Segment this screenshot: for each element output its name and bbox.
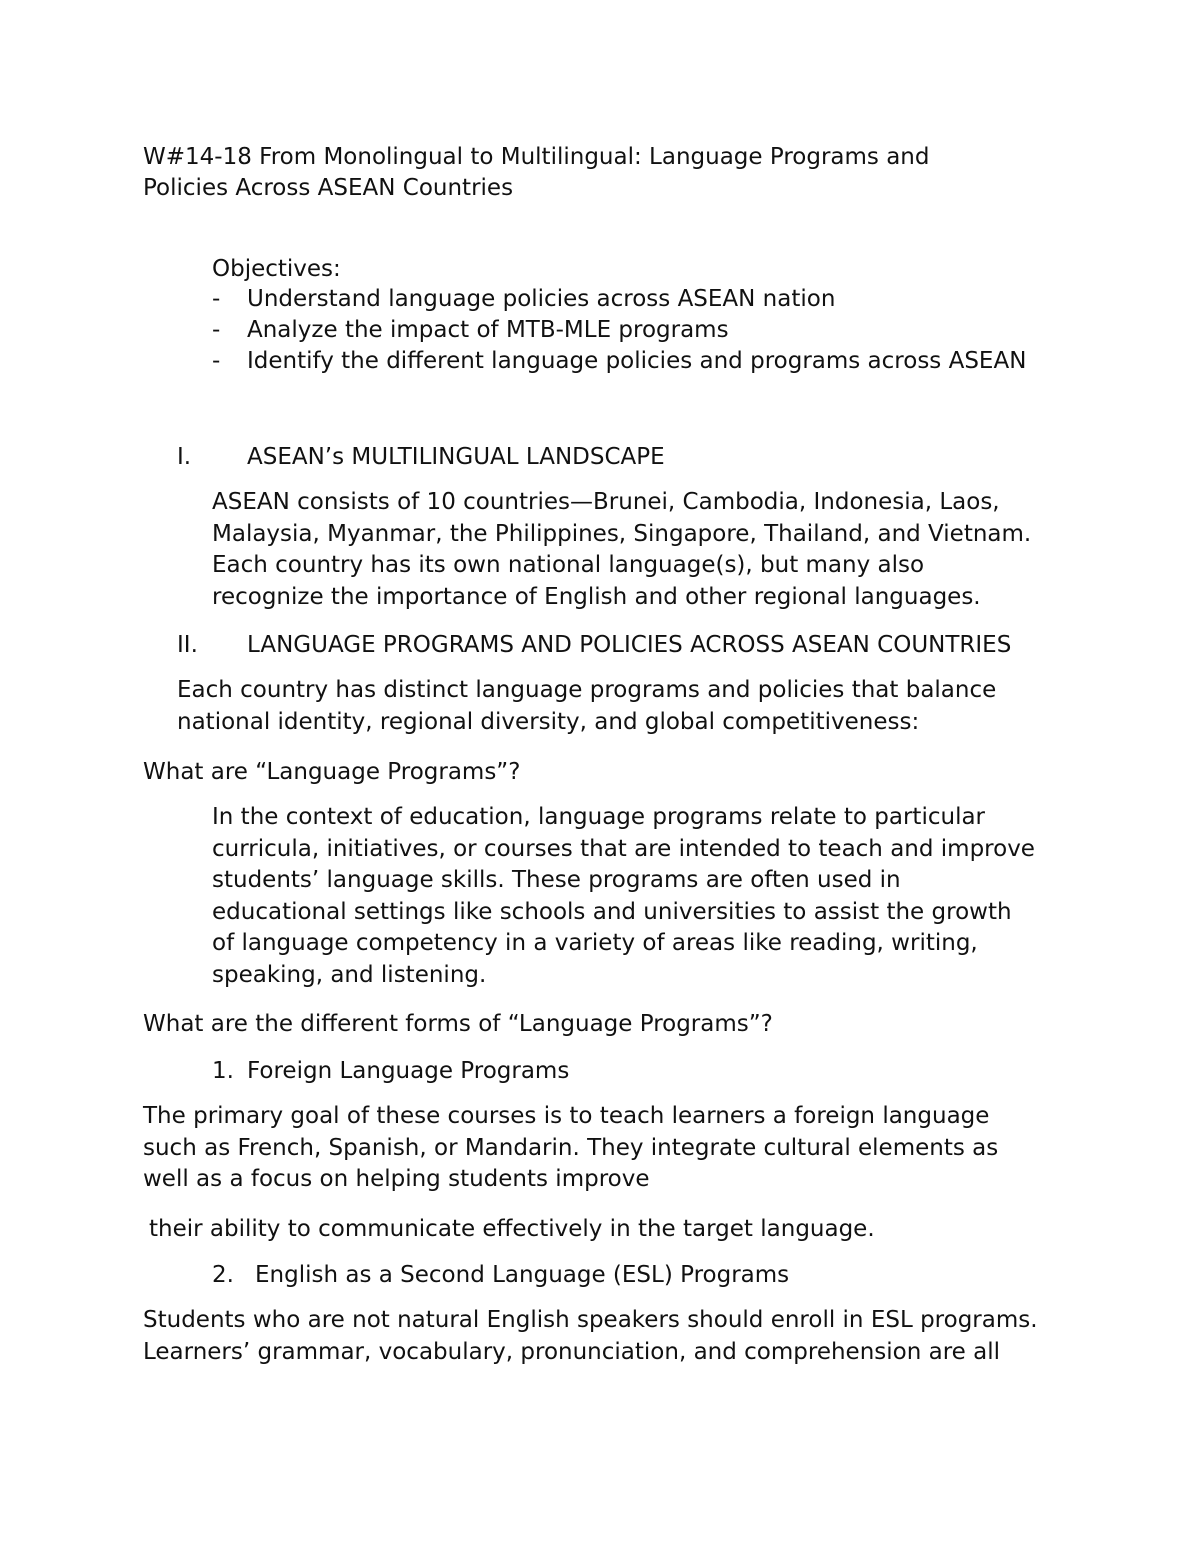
question-2: What are the different forms of “Language Programs”? [143,1011,773,1037]
answer-line: curricula, initiatives, or courses that are intended to teach and improve [212,835,1035,862]
form-1-continuation: their ability to communicate effectively in the target language. [149,1216,875,1242]
body-line: The primary goal of these courses is to teach learners a foreign language [143,1103,990,1129]
body-line: Malaysia, Myanmar, the Philippines, Singapore, Thailand, and Vietnam. [212,520,1032,547]
section-1-body [212,487,1031,613]
body-line: Each country has distinct language programs and policies that balance [177,677,997,703]
form-1-name: Foreign Language Programs [247,1058,570,1084]
section-2-body [177,675,996,738]
form-2-name: English as a Second Language (ESL) Programs [255,1262,790,1288]
section-2-heading: LANGUAGE PROGRAMS AND POLICIES ACROSS ASEAN COUNTRIES [247,632,1012,658]
answer-line: In the context of education, language programs relate to particular [212,804,986,830]
body-line: well as a focus on helping students improve [143,1166,650,1192]
answer-line: educational settings like schools and universities to assist the growth [212,898,1012,925]
objective-item: Identify the different language policies and programs across ASEAN [247,348,1027,374]
objective-item: Analyze the impact of MTB-MLE programs [247,317,729,343]
section-1-heading: ASEAN’s MULTILINGUAL LANDSCAPE [247,444,665,470]
body-line: Each country has its own national language(s), but many also [212,552,925,578]
answer-line: students’ language skills. These programs are often used in [212,867,901,893]
question-1: What are “Language Programs”? [143,759,521,785]
section-2-numeral: II. [177,632,198,658]
section-1-numeral: I. [177,444,192,470]
body-line: such as French, Spanish, or Mandarin. They integrate cultural elements as [143,1134,999,1161]
bullet-dash: - [212,317,221,343]
objective-item: Understand language policies across ASEAN nation [247,286,836,312]
title-line-2: Policies Across ASEAN Countries [143,175,514,201]
form-1-number: 1. [212,1058,234,1084]
body-line: national identity, regional diversity, and global competitiveness: [177,708,920,735]
answer-line: speaking, and listening. [212,961,487,988]
question-1-answer [212,802,1035,991]
objectives-heading: Objectives: [212,256,341,282]
bullet-dash: - [212,286,221,312]
form-2-number: 2. [212,1262,234,1288]
body-line: recognize the importance of English and other regional languages. [212,583,981,610]
body-line: Learners’ grammar, vocabulary, pronunciation, and comprehension are all [143,1338,1000,1365]
form-2-body [143,1305,1038,1368]
body-line: ASEAN consists of 10 countries—Brunei, Cambodia, Indonesia, Laos, [212,489,1000,515]
bullet-dash: - [212,348,221,374]
title-line-1: W#14-18 From Monolingual to Multilingual: Language Programs and [143,144,930,170]
form-1-body [143,1101,998,1196]
body-line: Students who are not natural English speakers should enroll in ESL programs. [143,1307,1038,1333]
answer-line: of language competency in a variety of areas like reading, writing, [212,930,978,956]
